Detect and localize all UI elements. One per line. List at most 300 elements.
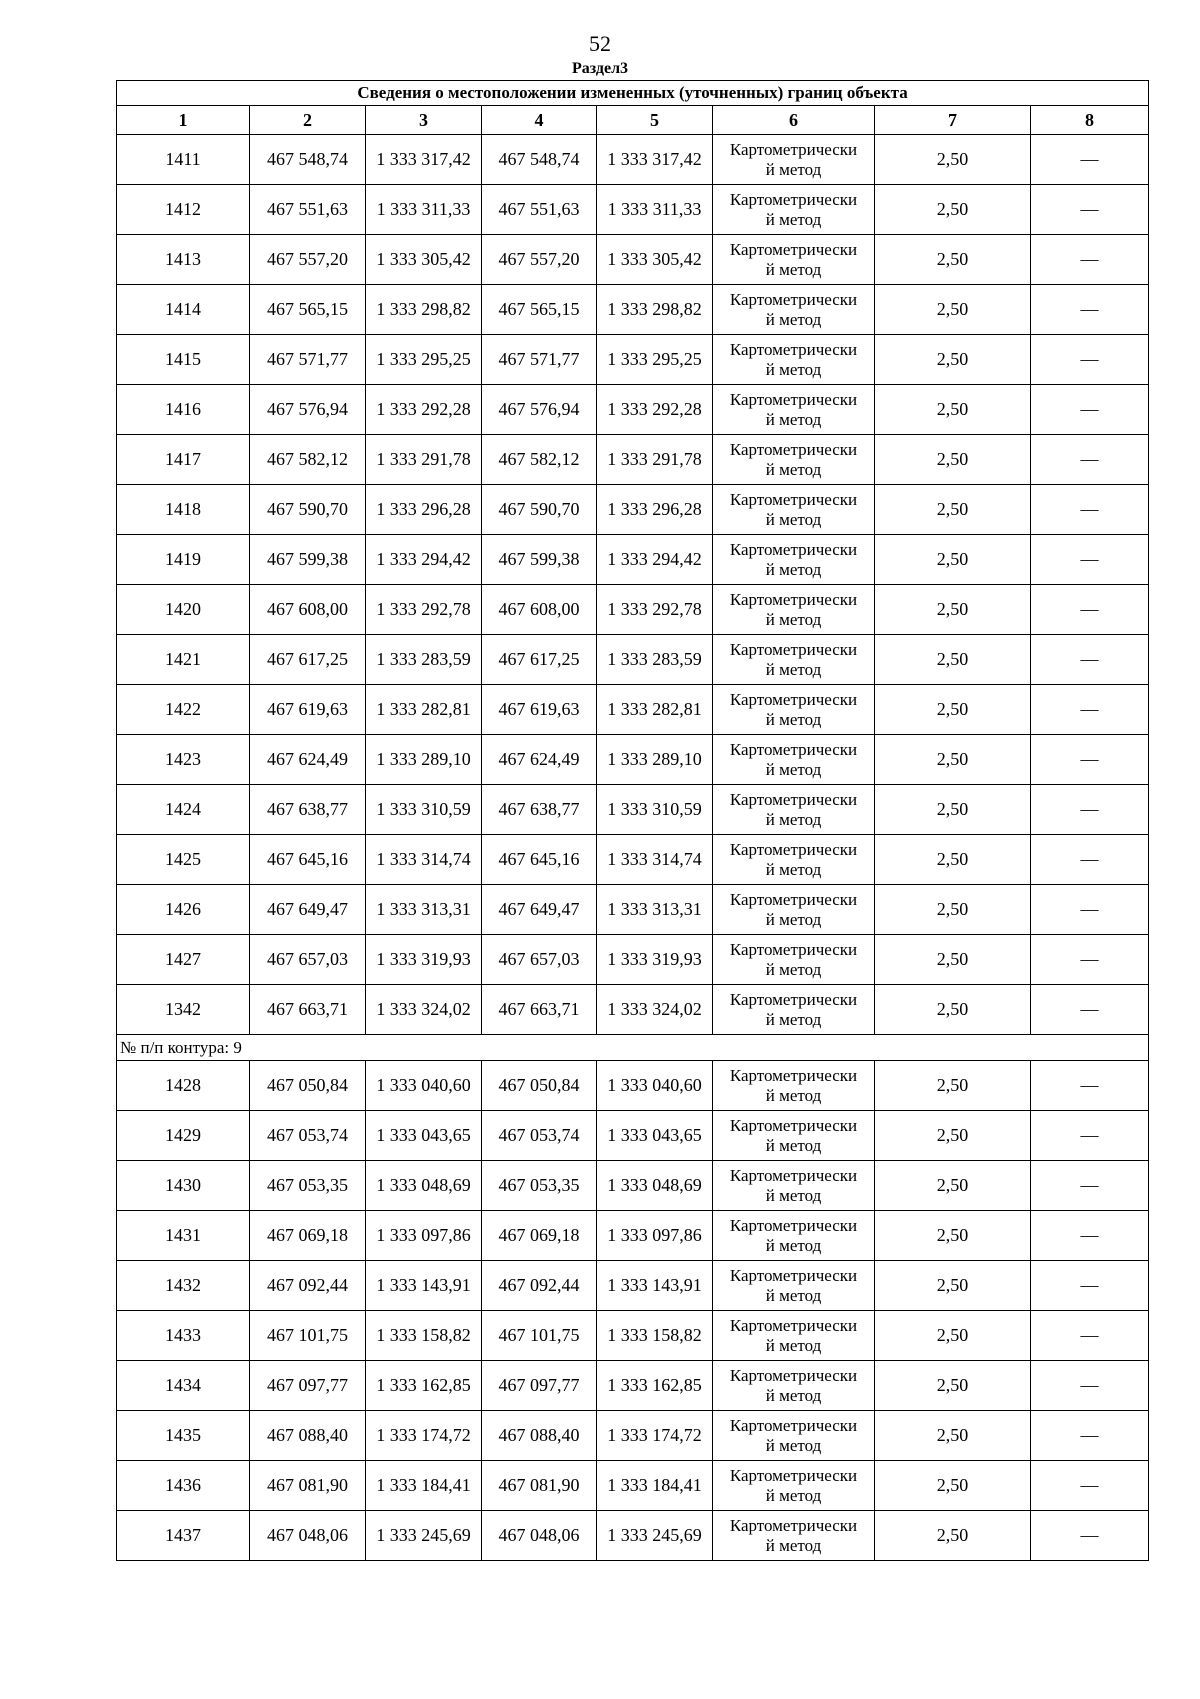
x-coordinate-cell: 467 081,90: [250, 1461, 366, 1511]
accuracy-cell: 2,50: [875, 1061, 1031, 1111]
point-number-cell: 1436: [117, 1461, 250, 1511]
column-number: 5: [597, 106, 713, 135]
method-text: Картометрически: [729, 389, 858, 409]
x-coordinate-cell: 467 551,63: [250, 185, 366, 235]
method-text: Картометрически: [729, 889, 858, 909]
accuracy-cell: 2,50: [875, 685, 1031, 735]
method-text: Картометрически: [729, 1265, 858, 1285]
method-text: й метод: [765, 1335, 822, 1355]
x-coordinate-cell: 467 590,70: [482, 485, 597, 535]
column-number: 2: [250, 106, 366, 135]
note-cell: —: [1031, 185, 1149, 235]
note-cell: —: [1031, 1511, 1149, 1561]
y-coordinate-cell: 1 333 295,25: [597, 335, 713, 385]
y-coordinate-cell: 1 333 305,42: [597, 235, 713, 285]
y-coordinate-cell: 1 333 143,91: [366, 1261, 482, 1311]
point-number-cell: 1434: [117, 1361, 250, 1411]
method-cell: [713, 735, 875, 785]
table-row: [117, 835, 1149, 885]
note-cell: —: [1031, 835, 1149, 885]
accuracy-cell: 2,50: [875, 985, 1031, 1035]
x-coordinate-cell: 467 053,35: [250, 1161, 366, 1211]
x-coordinate-cell: 467 565,15: [482, 285, 597, 335]
point-number-cell: 1416: [117, 385, 250, 435]
note-cell: —: [1031, 635, 1149, 685]
y-coordinate-cell: 1 333 324,02: [366, 985, 482, 1035]
note-cell: —: [1031, 885, 1149, 935]
table-row: [117, 1161, 1149, 1211]
table-row: [117, 1511, 1149, 1561]
method-text: й метод: [765, 1385, 822, 1405]
x-coordinate-cell: 467 638,77: [250, 785, 366, 835]
method-text: Картометрически: [729, 1115, 858, 1135]
x-coordinate-cell: 467 088,40: [482, 1411, 597, 1461]
y-coordinate-cell: 1 333 292,28: [366, 385, 482, 435]
table-row: [117, 485, 1149, 535]
accuracy-cell: 2,50: [875, 1211, 1031, 1261]
column-number: 1: [117, 106, 250, 135]
x-coordinate-cell: 467 050,84: [250, 1061, 366, 1111]
accuracy-cell: 2,50: [875, 635, 1031, 685]
point-number-cell: 1419: [117, 535, 250, 585]
point-number-cell: 1415: [117, 335, 250, 385]
y-coordinate-cell: 1 333 324,02: [597, 985, 713, 1035]
table-row: [117, 635, 1149, 685]
x-coordinate-cell: 467 599,38: [482, 535, 597, 585]
table-row: [117, 1261, 1149, 1311]
point-number-cell: 1422: [117, 685, 250, 735]
point-number-cell: 1431: [117, 1211, 250, 1261]
method-text: Картометрически: [729, 739, 858, 759]
note-cell: —: [1031, 1161, 1149, 1211]
column-number: 4: [482, 106, 597, 135]
method-text: й метод: [765, 559, 822, 579]
x-coordinate-cell: 467 092,44: [482, 1261, 597, 1311]
x-coordinate-cell: 467 101,75: [250, 1311, 366, 1361]
column-number: 7: [875, 106, 1031, 135]
table-row: [117, 335, 1149, 385]
method-cell: [713, 1311, 875, 1361]
y-coordinate-cell: 1 333 311,33: [366, 185, 482, 235]
method-cell: [713, 1161, 875, 1211]
method-text: й метод: [765, 309, 822, 329]
method-text: Картометрически: [729, 539, 858, 559]
accuracy-cell: 2,50: [875, 1411, 1031, 1461]
y-coordinate-cell: 1 333 292,78: [597, 585, 713, 635]
method-cell: [713, 535, 875, 585]
y-coordinate-cell: 1 333 319,93: [366, 935, 482, 985]
x-coordinate-cell: 467 551,63: [482, 185, 597, 235]
accuracy-cell: 2,50: [875, 735, 1031, 785]
accuracy-cell: 2,50: [875, 385, 1031, 435]
x-coordinate-cell: 467 599,38: [250, 535, 366, 585]
point-number-cell: 1418: [117, 485, 250, 535]
y-coordinate-cell: 1 333 184,41: [366, 1461, 482, 1511]
y-coordinate-cell: 1 333 162,85: [597, 1361, 713, 1411]
table-row: [117, 585, 1149, 635]
method-text: Картометрически: [729, 139, 858, 159]
method-cell: [713, 685, 875, 735]
x-coordinate-cell: 467 590,70: [250, 485, 366, 535]
method-text: й метод: [765, 809, 822, 829]
note-cell: —: [1031, 135, 1149, 185]
method-text: й метод: [765, 459, 822, 479]
x-coordinate-cell: 467 576,94: [482, 385, 597, 435]
table-row: [117, 1411, 1149, 1461]
x-coordinate-cell: 467 053,74: [250, 1111, 366, 1161]
accuracy-cell: 2,50: [875, 585, 1031, 635]
note-cell: —: [1031, 1311, 1149, 1361]
note-cell: —: [1031, 685, 1149, 735]
y-coordinate-cell: 1 333 319,93: [597, 935, 713, 985]
y-coordinate-cell: 1 333 289,10: [597, 735, 713, 785]
y-coordinate-cell: 1 333 048,69: [366, 1161, 482, 1211]
note-cell: —: [1031, 335, 1149, 385]
method-text: й метод: [765, 1435, 822, 1455]
x-coordinate-cell: 467 050,84: [482, 1061, 597, 1111]
x-coordinate-cell: 467 097,77: [250, 1361, 366, 1411]
note-cell: —: [1031, 1411, 1149, 1461]
y-coordinate-cell: 1 333 043,65: [597, 1111, 713, 1161]
point-number-cell: 1412: [117, 185, 250, 235]
y-coordinate-cell: 1 333 292,28: [597, 385, 713, 435]
method-text: Картометрически: [729, 1365, 858, 1385]
accuracy-cell: 2,50: [875, 185, 1031, 235]
x-coordinate-cell: 467 576,94: [250, 385, 366, 435]
method-text: Картометрически: [729, 639, 858, 659]
x-coordinate-cell: 467 608,00: [250, 585, 366, 635]
y-coordinate-cell: 1 333 289,10: [366, 735, 482, 785]
table-row: [117, 1361, 1149, 1411]
x-coordinate-cell: 467 649,47: [482, 885, 597, 935]
table-row: [117, 935, 1149, 985]
y-coordinate-cell: 1 333 184,41: [597, 1461, 713, 1511]
y-coordinate-cell: 1 333 048,69: [597, 1161, 713, 1211]
x-coordinate-cell: 467 548,74: [250, 135, 366, 185]
point-number-cell: 1425: [117, 835, 250, 885]
method-text: Картометрически: [729, 1415, 858, 1435]
y-coordinate-cell: 1 333 174,72: [366, 1411, 482, 1461]
x-coordinate-cell: 467 053,35: [482, 1161, 597, 1211]
y-coordinate-cell: 1 333 314,74: [366, 835, 482, 885]
method-cell: [713, 1461, 875, 1511]
y-coordinate-cell: 1 333 283,59: [366, 635, 482, 685]
note-cell: —: [1031, 585, 1149, 635]
y-coordinate-cell: 1 333 310,59: [597, 785, 713, 835]
y-coordinate-cell: 1 333 097,86: [366, 1211, 482, 1261]
method-text: й метод: [765, 1535, 822, 1555]
y-coordinate-cell: 1 333 294,42: [597, 535, 713, 585]
method-text: Картометрически: [729, 1315, 858, 1335]
y-coordinate-cell: 1 333 314,74: [597, 835, 713, 885]
method-cell: [713, 1261, 875, 1311]
note-cell: —: [1031, 985, 1149, 1035]
method-cell: [713, 585, 875, 635]
x-coordinate-cell: 467 649,47: [250, 885, 366, 935]
method-cell: [713, 135, 875, 185]
x-coordinate-cell: 467 663,71: [482, 985, 597, 1035]
x-coordinate-cell: 467 657,03: [482, 935, 597, 985]
section-title: Раздел3: [571, 60, 629, 77]
method-text: й метод: [765, 1285, 822, 1305]
y-coordinate-cell: 1 333 245,69: [366, 1511, 482, 1561]
x-coordinate-cell: 467 048,06: [482, 1511, 597, 1561]
point-number-cell: 1424: [117, 785, 250, 835]
method-text: й метод: [765, 1009, 822, 1029]
point-number-cell: 1437: [117, 1511, 250, 1561]
method-text: й метод: [765, 1085, 822, 1105]
accuracy-cell: 2,50: [875, 785, 1031, 835]
method-text: й метод: [765, 759, 822, 779]
table-row: [117, 1211, 1149, 1261]
table-row: [117, 885, 1149, 935]
point-number-cell: 1423: [117, 735, 250, 785]
point-number-cell: 1430: [117, 1161, 250, 1211]
table-title: Сведения о местоположении измененных (уточненных) границ объекта: [117, 81, 1149, 106]
y-coordinate-cell: 1 333 295,25: [366, 335, 482, 385]
contour-label: № п/п контура: 9: [117, 1035, 1149, 1061]
point-number-cell: 1433: [117, 1311, 250, 1361]
note-cell: —: [1031, 235, 1149, 285]
x-coordinate-cell: 467 097,77: [482, 1361, 597, 1411]
accuracy-cell: 2,50: [875, 835, 1031, 885]
point-number-cell: 1417: [117, 435, 250, 485]
y-coordinate-cell: 1 333 296,28: [366, 485, 482, 535]
accuracy-cell: 2,50: [875, 235, 1031, 285]
point-number-cell: 1428: [117, 1061, 250, 1111]
table-row: [117, 135, 1149, 185]
method-text: й метод: [765, 259, 822, 279]
method-cell: [713, 835, 875, 885]
method-text: Картометрически: [729, 989, 858, 1009]
x-coordinate-cell: 467 565,15: [250, 285, 366, 335]
method-text: й метод: [765, 1235, 822, 1255]
x-coordinate-cell: 467 619,63: [482, 685, 597, 735]
x-coordinate-cell: 467 081,90: [482, 1461, 597, 1511]
point-number-cell: 1427: [117, 935, 250, 985]
note-cell: —: [1031, 285, 1149, 335]
method-text: Картометрически: [729, 189, 858, 209]
accuracy-cell: 2,50: [875, 285, 1031, 335]
method-cell: [713, 1511, 875, 1561]
point-number-cell: 1432: [117, 1261, 250, 1311]
y-coordinate-cell: 1 333 040,60: [597, 1061, 713, 1111]
table-row: [117, 285, 1149, 335]
method-text: й метод: [765, 909, 822, 929]
x-coordinate-cell: 467 053,74: [482, 1111, 597, 1161]
method-text: й метод: [765, 709, 822, 729]
method-cell: [713, 1361, 875, 1411]
y-coordinate-cell: 1 333 305,42: [366, 235, 482, 285]
coordinates-table: [116, 80, 1149, 1561]
point-number-cell: 1429: [117, 1111, 250, 1161]
table-row: [117, 1111, 1149, 1161]
accuracy-cell: 2,50: [875, 1111, 1031, 1161]
point-number-cell: 1413: [117, 235, 250, 285]
method-text: Картометрически: [729, 589, 858, 609]
y-coordinate-cell: 1 333 282,81: [366, 685, 482, 735]
x-coordinate-cell: 467 619,63: [250, 685, 366, 735]
method-cell: [713, 635, 875, 685]
column-number: 6: [713, 106, 875, 135]
note-cell: —: [1031, 535, 1149, 585]
method-text: й метод: [765, 509, 822, 529]
method-cell: [713, 935, 875, 985]
accuracy-cell: 2,50: [875, 135, 1031, 185]
y-coordinate-cell: 1 333 298,82: [597, 285, 713, 335]
method-text: й метод: [765, 859, 822, 879]
y-coordinate-cell: 1 333 292,78: [366, 585, 482, 635]
point-number-cell: 1435: [117, 1411, 250, 1461]
y-coordinate-cell: 1 333 317,42: [366, 135, 482, 185]
y-coordinate-cell: 1 333 294,42: [366, 535, 482, 585]
method-text: Картометрически: [729, 689, 858, 709]
y-coordinate-cell: 1 333 313,31: [597, 885, 713, 935]
x-coordinate-cell: 467 092,44: [250, 1261, 366, 1311]
x-coordinate-cell: 467 069,18: [250, 1211, 366, 1261]
y-coordinate-cell: 1 333 282,81: [597, 685, 713, 735]
method-cell: [713, 885, 875, 935]
x-coordinate-cell: 467 624,49: [250, 735, 366, 785]
method-text: Картометрически: [729, 239, 858, 259]
method-text: Картометрически: [729, 339, 858, 359]
method-text: й метод: [765, 409, 822, 429]
method-cell: [713, 985, 875, 1035]
method-text: й метод: [765, 159, 822, 179]
accuracy-cell: 2,50: [875, 535, 1031, 585]
table-row: [117, 535, 1149, 585]
note-cell: —: [1031, 1261, 1149, 1311]
y-coordinate-cell: 1 333 298,82: [366, 285, 482, 335]
method-text: й метод: [765, 359, 822, 379]
x-coordinate-cell: 467 617,25: [250, 635, 366, 685]
point-number-cell: 1414: [117, 285, 250, 335]
method-text: Картометрически: [729, 1515, 858, 1535]
x-coordinate-cell: 467 582,12: [482, 435, 597, 485]
accuracy-cell: 2,50: [875, 1261, 1031, 1311]
x-coordinate-cell: 467 645,16: [482, 835, 597, 885]
x-coordinate-cell: 467 663,71: [250, 985, 366, 1035]
table-row: [117, 385, 1149, 435]
accuracy-cell: 2,50: [875, 1461, 1031, 1511]
accuracy-cell: 2,50: [875, 485, 1031, 535]
y-coordinate-cell: 1 333 143,91: [597, 1261, 713, 1311]
table-row: [117, 1311, 1149, 1361]
method-text: Картометрически: [729, 489, 858, 509]
table-row: [117, 235, 1149, 285]
y-coordinate-cell: 1 333 162,85: [366, 1361, 482, 1411]
y-coordinate-cell: 1 333 311,33: [597, 185, 713, 235]
method-cell: [713, 1061, 875, 1111]
column-number-row: [117, 106, 1149, 135]
method-text: Картометрически: [729, 439, 858, 459]
method-text: Картометрически: [729, 289, 858, 309]
note-cell: —: [1031, 1361, 1149, 1411]
x-coordinate-cell: 467 069,18: [482, 1211, 597, 1261]
table-row: [117, 785, 1149, 835]
accuracy-cell: 2,50: [875, 335, 1031, 385]
note-cell: —: [1031, 1061, 1149, 1111]
x-coordinate-cell: 467 557,20: [250, 235, 366, 285]
note-cell: —: [1031, 785, 1149, 835]
table-row: [117, 735, 1149, 785]
y-coordinate-cell: 1 333 313,31: [366, 885, 482, 935]
x-coordinate-cell: 467 548,74: [482, 135, 597, 185]
method-cell: [713, 335, 875, 385]
y-coordinate-cell: 1 333 174,72: [597, 1411, 713, 1461]
table-row: [117, 685, 1149, 735]
y-coordinate-cell: 1 333 040,60: [366, 1061, 482, 1111]
y-coordinate-cell: 1 333 097,86: [597, 1211, 713, 1261]
method-cell: [713, 1411, 875, 1461]
method-text: Картометрически: [729, 789, 858, 809]
accuracy-cell: 2,50: [875, 435, 1031, 485]
y-coordinate-cell: 1 333 245,69: [597, 1511, 713, 1561]
note-cell: —: [1031, 1211, 1149, 1261]
method-text: й метод: [765, 659, 822, 679]
method-text: й метод: [765, 209, 822, 229]
x-coordinate-cell: 467 617,25: [482, 635, 597, 685]
x-coordinate-cell: 467 657,03: [250, 935, 366, 985]
y-coordinate-cell: 1 333 296,28: [597, 485, 713, 535]
method-cell: [713, 285, 875, 335]
point-number-cell: 1421: [117, 635, 250, 685]
method-text: Картометрически: [729, 1065, 858, 1085]
y-coordinate-cell: 1 333 310,59: [366, 785, 482, 835]
method-cell: [713, 785, 875, 835]
point-number-cell: 1426: [117, 885, 250, 935]
method-text: Картометрически: [729, 1165, 858, 1185]
y-coordinate-cell: 1 333 291,78: [366, 435, 482, 485]
accuracy-cell: 2,50: [875, 935, 1031, 985]
y-coordinate-cell: 1 333 043,65: [366, 1111, 482, 1161]
method-cell: [713, 435, 875, 485]
point-number-cell: 1420: [117, 585, 250, 635]
note-cell: —: [1031, 1461, 1149, 1511]
method-cell: [713, 485, 875, 535]
x-coordinate-cell: 467 571,77: [250, 335, 366, 385]
x-coordinate-cell: 467 608,00: [482, 585, 597, 635]
method-text: й метод: [765, 609, 822, 629]
x-coordinate-cell: 467 638,77: [482, 785, 597, 835]
method-text: Картометрически: [729, 1465, 858, 1485]
x-coordinate-cell: 467 101,75: [482, 1311, 597, 1361]
method-cell: [713, 235, 875, 285]
x-coordinate-cell: 467 624,49: [482, 735, 597, 785]
point-number-cell: 1411: [117, 135, 250, 185]
method-text: й метод: [765, 1485, 822, 1505]
page-number: 52: [589, 31, 611, 56]
note-cell: —: [1031, 1111, 1149, 1161]
x-coordinate-cell: 467 582,12: [250, 435, 366, 485]
table-row: [117, 985, 1149, 1035]
x-coordinate-cell: 467 048,06: [250, 1511, 366, 1561]
x-coordinate-cell: 467 557,20: [482, 235, 597, 285]
method-cell: [713, 1211, 875, 1261]
y-coordinate-cell: 1 333 158,82: [597, 1311, 713, 1361]
table-row: [117, 435, 1149, 485]
x-coordinate-cell: 467 645,16: [250, 835, 366, 885]
note-cell: —: [1031, 935, 1149, 985]
accuracy-cell: 2,50: [875, 1311, 1031, 1361]
method-cell: [713, 385, 875, 435]
accuracy-cell: 2,50: [875, 885, 1031, 935]
x-coordinate-cell: 467 088,40: [250, 1411, 366, 1461]
y-coordinate-cell: 1 333 317,42: [597, 135, 713, 185]
method-cell: [713, 1111, 875, 1161]
table-row: [117, 185, 1149, 235]
method-text: й метод: [765, 1185, 822, 1205]
